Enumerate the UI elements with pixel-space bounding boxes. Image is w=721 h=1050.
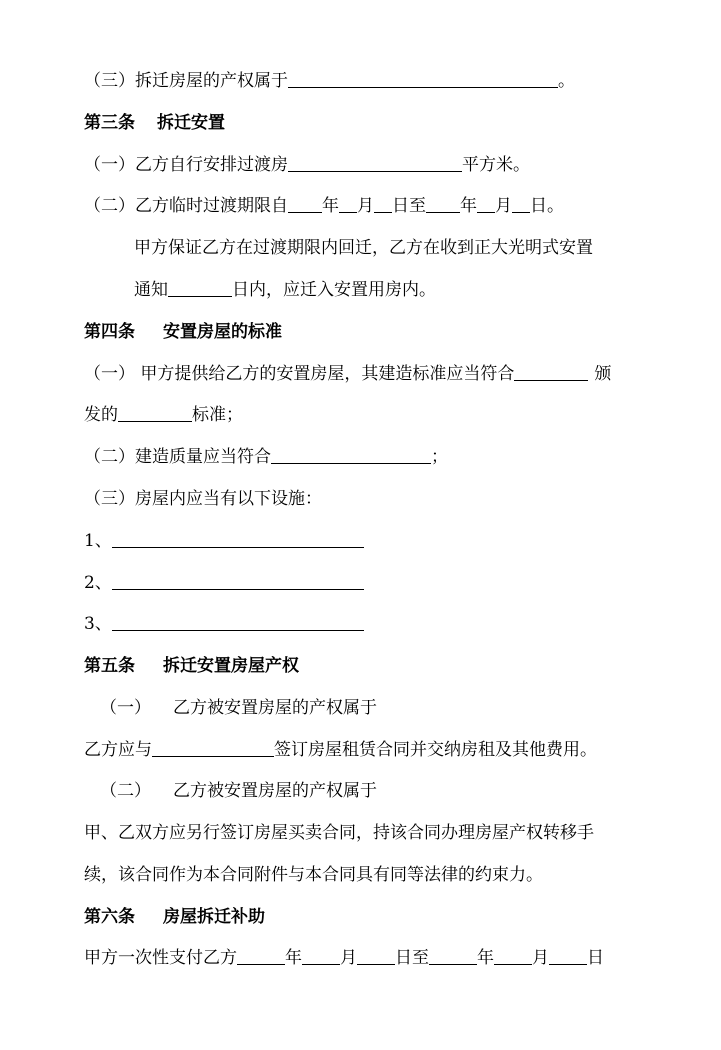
guarantee-line-1: 甲方保证乙方在过渡期限内回迁，乙方在收到正大光明式安置 [134, 238, 593, 258]
label-year: 年 [460, 196, 477, 216]
blank-field[interactable] [112, 529, 364, 548]
article-title: 拆迁安置 [157, 113, 225, 133]
label-day-to: 日至 [392, 196, 426, 216]
label-day: 日 [587, 948, 604, 968]
clause-text: 乙方被安置房屋的产权属于 [173, 698, 377, 718]
clause-text: 颁 [594, 364, 612, 384]
blank-month[interactable] [339, 194, 357, 213]
article-number: 第六条 [84, 907, 135, 927]
blank-field[interactable] [514, 362, 588, 381]
clause-text: 标准； [192, 405, 243, 425]
clause-text: （一） 甲方提供给乙方的安置房屋，其建造标准应当符合 [84, 364, 515, 384]
blank-day[interactable] [357, 946, 395, 965]
article-number: 第三条 [84, 113, 135, 133]
blank-year[interactable] [426, 194, 460, 213]
blank-field[interactable] [168, 278, 232, 297]
blank-month[interactable] [494, 946, 532, 965]
clause-6 [84, 946, 604, 970]
clause-4-2 [84, 445, 448, 469]
label-year: 年 [322, 196, 339, 216]
article-5-heading [84, 654, 299, 678]
guarantee-line-2 [134, 278, 436, 302]
clause-5-2 [100, 779, 377, 803]
blank-month[interactable] [477, 194, 495, 213]
clause-text: 乙方应与 [84, 740, 152, 760]
clause-4-1 [84, 362, 611, 386]
item-number: 1、 [84, 531, 112, 551]
clause-text: （一）乙方自行安排过渡房 [84, 155, 288, 175]
article-4-heading [84, 320, 282, 344]
item-number: 3、 [84, 614, 112, 634]
clause-text: 平方米。 [462, 155, 530, 175]
label-day: 日。 [530, 196, 564, 216]
blank-day[interactable] [374, 194, 392, 213]
blank-field[interactable] [118, 403, 192, 422]
facility-item [84, 529, 364, 553]
article-title: 拆迁安置房屋产权 [163, 656, 299, 676]
clause-text: （二）建造质量应当符合 [84, 447, 271, 467]
blank-year[interactable] [237, 946, 285, 965]
clause-text: 乙方被安置房屋的产权属于 [173, 781, 377, 801]
clause-text: （二）乙方临时过渡期限自 [84, 196, 288, 216]
clause-text: 日内，应迁入安置用房内。 [232, 280, 436, 300]
clause-text: 。 [558, 71, 575, 91]
clause-4-3: （三）房屋内应当有以下设施： [84, 489, 322, 509]
clause-label: （二） [100, 781, 151, 801]
clause-text: 甲方一次性支付乙方 [84, 948, 237, 968]
label-month: 月 [532, 948, 549, 968]
clause-5-2-cont-2: 续，该合同作为本合同附件与本合同具有同等法律的约束力。 [84, 865, 543, 885]
label-year: 年 [477, 948, 494, 968]
clause-5-1 [100, 696, 377, 720]
label-month: 月 [495, 196, 512, 216]
article-3-heading [84, 111, 225, 135]
article-title: 安置房屋的标准 [163, 322, 282, 342]
label-day-to: 日至 [395, 948, 429, 968]
label-month: 月 [340, 948, 357, 968]
blank-field[interactable] [271, 445, 431, 464]
blank-field[interactable] [288, 153, 462, 172]
clause-3-1 [84, 153, 530, 177]
blank-field[interactable] [112, 571, 364, 590]
blank-year[interactable] [429, 946, 477, 965]
clause-5-2-cont-1: 甲、乙双方应另行签订房屋买卖合同，持该合同办理房屋产权转移手 [84, 823, 594, 843]
blank-month[interactable] [302, 946, 340, 965]
blank-field[interactable] [152, 738, 274, 757]
clause-label: （一） [100, 698, 151, 718]
blank-field[interactable] [112, 612, 364, 631]
clause-3-2 [84, 194, 564, 218]
blank-day[interactable] [549, 946, 587, 965]
article-6-heading [84, 905, 265, 929]
item-number: 2、 [84, 573, 112, 593]
label-year: 年 [285, 948, 302, 968]
article-number: 第五条 [84, 656, 135, 676]
clause-text: 通知 [134, 280, 168, 300]
clause-text: （三）拆迁房屋的产权属于 [84, 71, 288, 91]
clause-text: 签订房屋租赁合同并交纳房租及其他费用。 [274, 740, 597, 760]
facility-item [84, 571, 364, 595]
article-title: 房屋拆迁补助 [163, 907, 265, 927]
blank-year[interactable] [288, 194, 322, 213]
blank-day[interactable] [512, 194, 530, 213]
article-number: 第四条 [84, 322, 135, 342]
clause-5-1-cont [84, 738, 597, 762]
clause-4-1-cont [84, 403, 243, 427]
clause-text: ； [431, 447, 448, 467]
facility-item [84, 612, 364, 636]
blank-field[interactable] [288, 69, 558, 88]
label-month: 月 [357, 196, 374, 216]
clause-text: 发的 [84, 405, 118, 425]
clause-3-3 [84, 69, 575, 93]
